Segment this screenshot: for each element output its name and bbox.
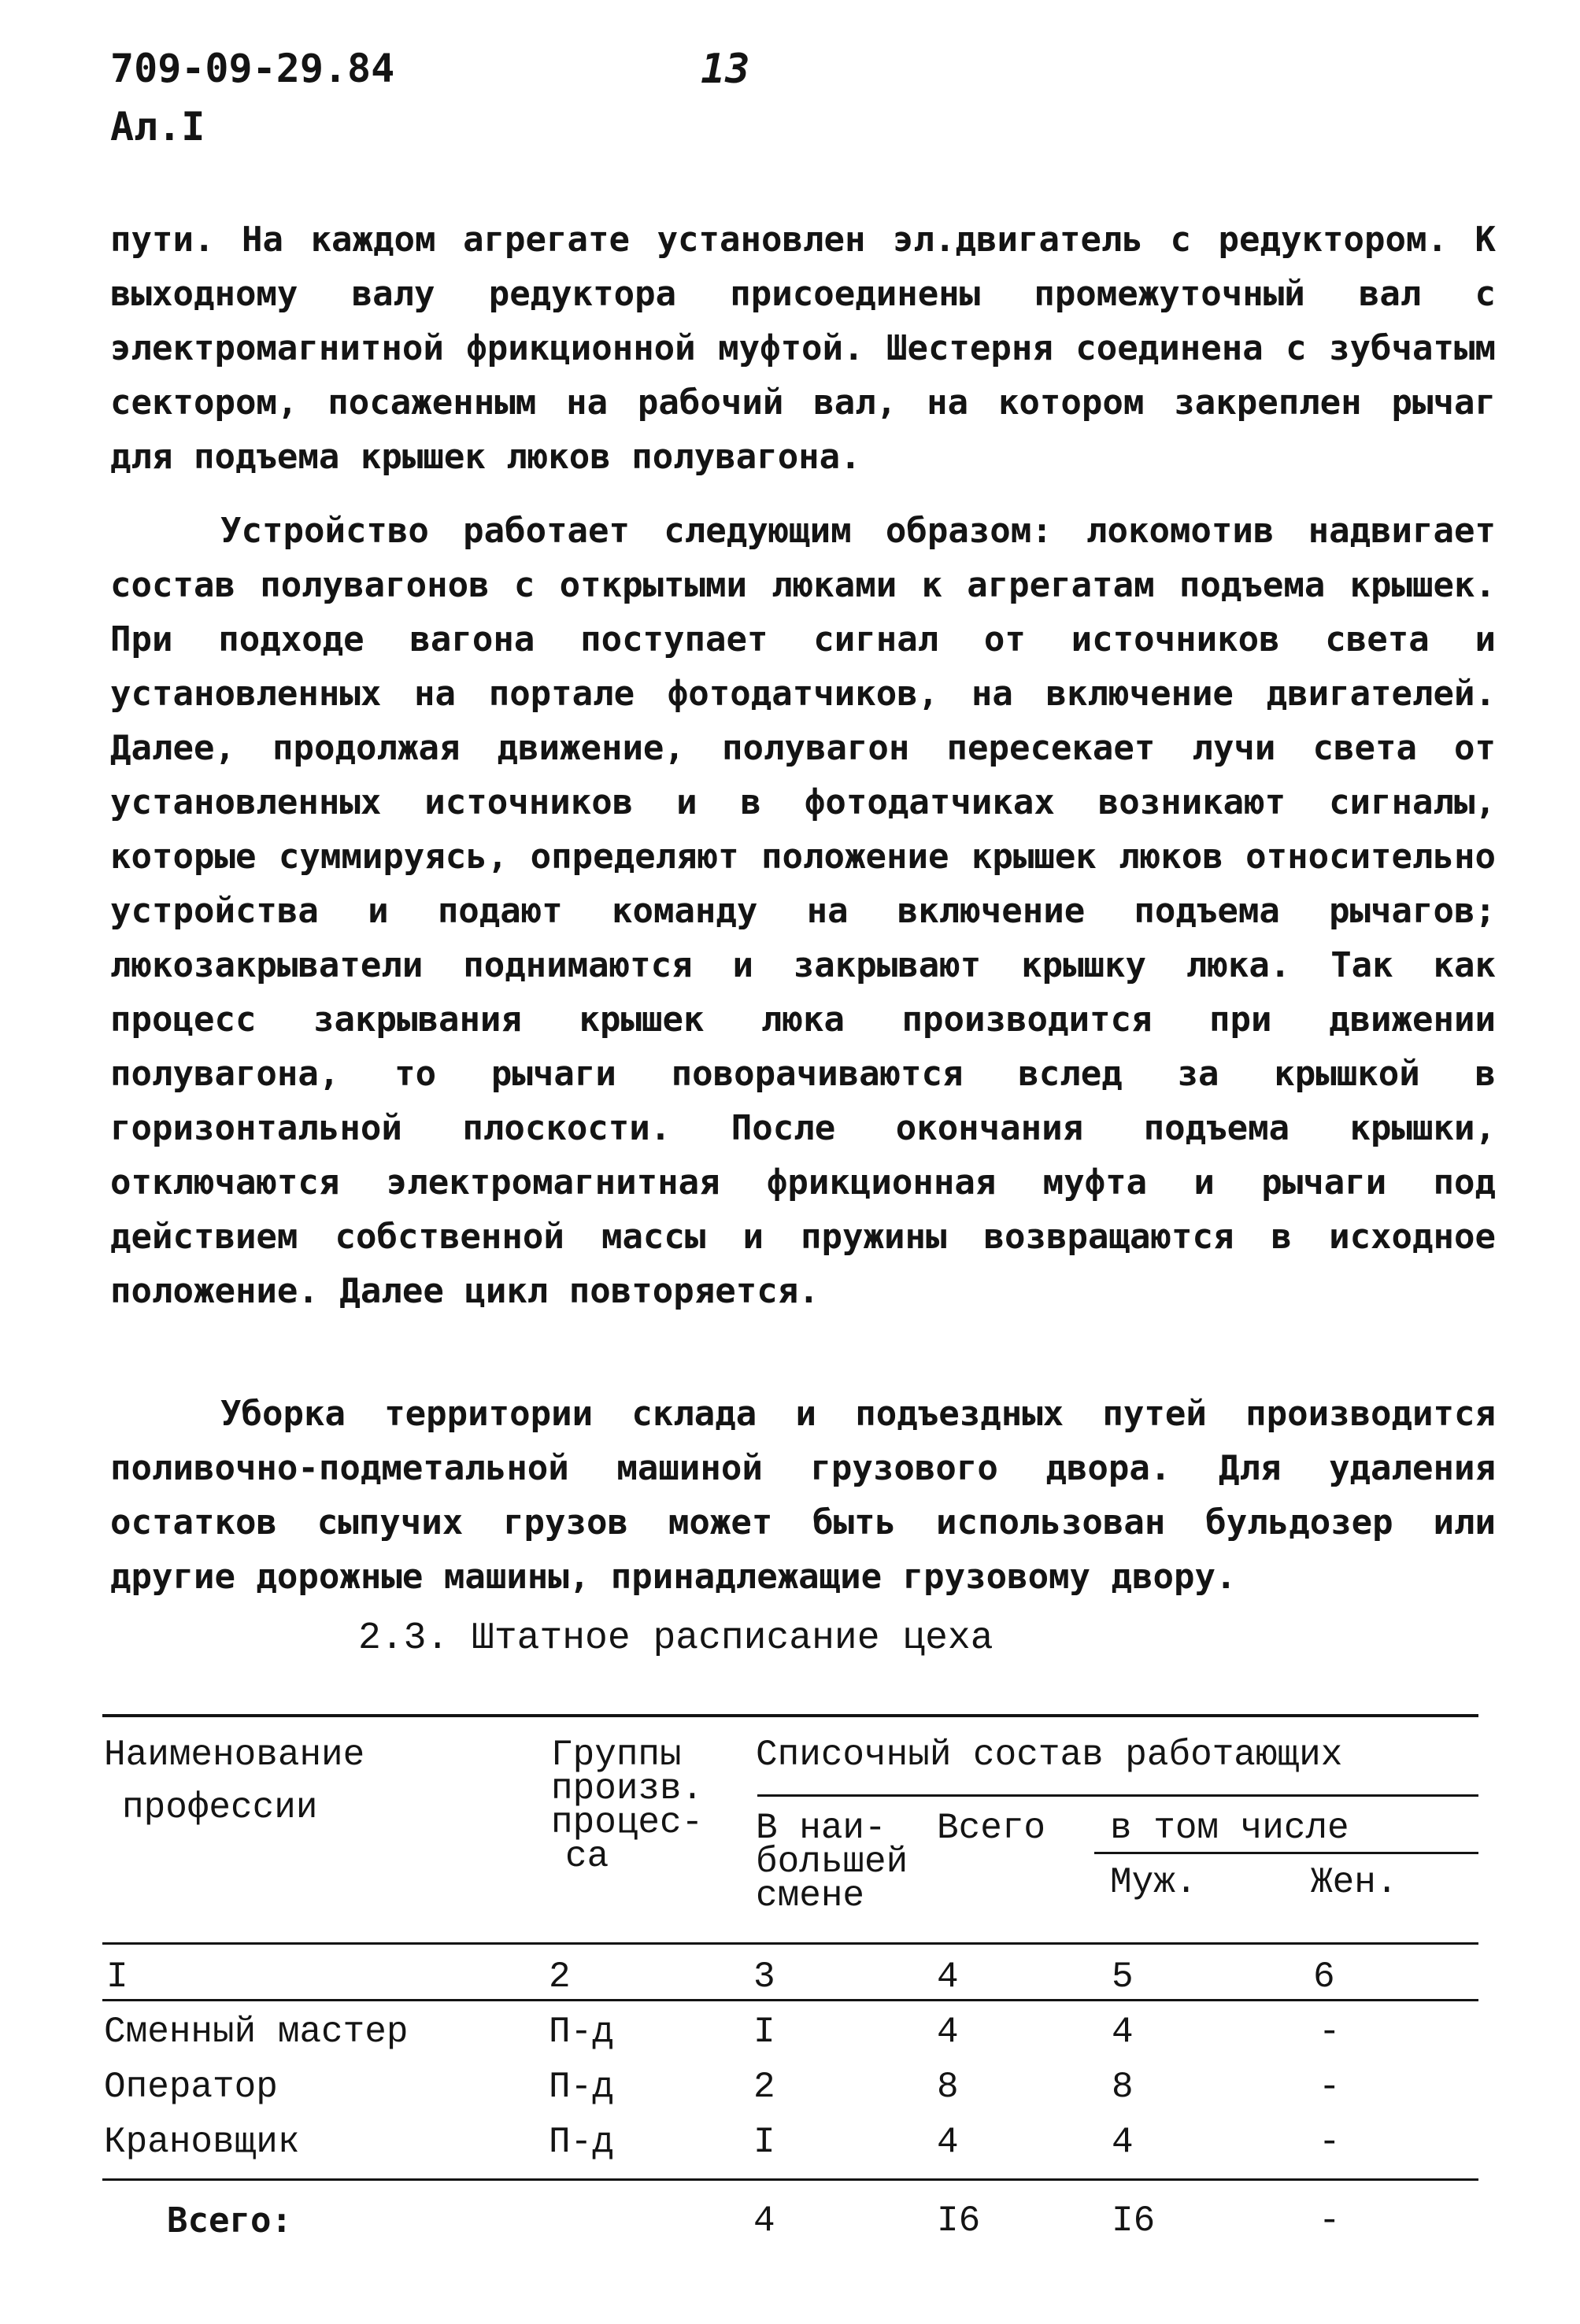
paragraph-2-text: Устройство работает следующим образом: локомотив надвигает состав полувагонов с открытыми люками к агрегатам подъема крышек. При подходе вагона поступает сигнал от источников света и установленных на портале фотодатчиков, на включение двигателей. Далее, продолжая движение, полувагон пересекает лучи света от установленных источников и в фотодатчиках возникают сигналы, которые суммируясь, определяют положение крышек люков относительно устройства и подают команду на включение подъема рычагов; люкозакрыватели поднимаются и закрывают крышку люка. Так как процесс закрывания крышек люка производится при движении полувагона, то рычаги поворачиваются вслед за крышкой в горизонтальной плоскости. После окончания подъема крышки, отключаются электромагнитная фрикционная муфта и рычаги под действием собственной массы и пружины возвращаются в исходное положение. Далее цикл повторяется. — [110, 511, 1496, 1311]
header-female: Жен. — [1311, 1862, 1398, 1903]
table-row-2-female: - — [1319, 2067, 1341, 2108]
table-row-1-shift: I — [753, 2012, 775, 2052]
table-row-1-name: Сменный мастер — [104, 2012, 409, 2052]
table-row-3-shift: I — [753, 2122, 775, 2163]
table-top-rule — [102, 1714, 1478, 1717]
paragraph-3-text: Уборка территории склада и подъездных путей производится поливочно-подметальной машиной грузового двора. Для удаления остатков сыпучих грузов может быть использован бульдозер или другие дорожные машины, принадлежащие грузовому двору. — [110, 1394, 1496, 1597]
section-title: 2.3. Штатное расписание цеха — [358, 1617, 994, 1660]
header-largest-shift-line2: большей — [756, 1842, 908, 1882]
sheet-label: Ал.I — [110, 104, 205, 150]
numbers-rule — [102, 1999, 1478, 2001]
table-row-2-name: Оператор — [104, 2067, 278, 2108]
subheader-rule — [757, 1794, 1478, 1797]
totals-total: I6 — [937, 2200, 981, 2241]
paragraph-1 — [110, 212, 1496, 484]
header-groups-line1: Группы — [551, 1735, 682, 1775]
header-groups-line4: са — [565, 1836, 609, 1877]
column-number-2: 2 — [549, 1956, 571, 1997]
totals-shift: 4 — [753, 2200, 775, 2241]
table-row-2-shift: 2 — [753, 2067, 775, 2108]
header-largest-shift-line3: смене — [756, 1875, 865, 1916]
column-number-1: I — [106, 1956, 128, 1997]
header-including: в том числе — [1110, 1808, 1349, 1849]
header-bottom-rule — [102, 1942, 1478, 1945]
header-profession-line1: Наименование — [104, 1735, 365, 1775]
table-row-3-female: - — [1319, 2122, 1341, 2163]
header-total: Всего — [937, 1808, 1046, 1849]
column-number-4: 4 — [937, 1956, 959, 1997]
table-row-3-total: 4 — [937, 2122, 959, 2163]
table-row-1-male: 4 — [1112, 2012, 1134, 2052]
table-row-1-female: - — [1319, 2012, 1341, 2052]
header-profession-line2: профессии — [122, 1787, 318, 1828]
table-row-3-male: 4 — [1112, 2122, 1134, 2163]
document-code: 709-09-29.84 — [110, 46, 395, 91]
totals-rule — [102, 2178, 1478, 2181]
table-row-3-name: Крановщик — [104, 2122, 300, 2163]
paragraph-1-text: пути. На каждом агрегате установлен эл.двигатель с редуктором. К выходному валу редуктора присоединены промежуточный вал с электромагнитной фрикционной муфтой. Шестерня соединена с зубчатым сектором, посаженным на рабочий вал, на котором закреплен рычаг для подъема крышек люков полувагона. — [110, 220, 1496, 477]
totals-label: Всего: — [167, 2200, 292, 2241]
column-number-3: 3 — [753, 1956, 775, 1997]
totals-male: I6 — [1112, 2200, 1156, 2241]
column-number-6: 6 — [1313, 1956, 1335, 1997]
table-row-2-total: 8 — [937, 2067, 959, 2108]
table-row-2-male: 8 — [1112, 2067, 1134, 2108]
header-male: Муж. — [1110, 1862, 1197, 1903]
including-rule — [1094, 1852, 1478, 1854]
page-number: 13 — [701, 46, 750, 93]
table-row-2-group: П-д — [549, 2067, 614, 2108]
column-number-5: 5 — [1112, 1956, 1134, 1997]
table-row-1-total: 4 — [937, 2012, 959, 2052]
paragraph-2 — [110, 504, 1496, 1318]
header-groups-line2: произв. — [551, 1768, 704, 1809]
header-largest-shift-line1: В наи- — [756, 1808, 886, 1849]
totals-female: - — [1319, 2200, 1341, 2241]
header-groups-line3: процес- — [551, 1802, 704, 1843]
table-row-3-group: П-д — [549, 2122, 614, 2163]
paragraph-3 — [110, 1387, 1496, 1604]
table-row-1-group: П-д — [549, 2012, 614, 2052]
header-list-staff: Списочный состав работающих — [756, 1735, 1343, 1775]
